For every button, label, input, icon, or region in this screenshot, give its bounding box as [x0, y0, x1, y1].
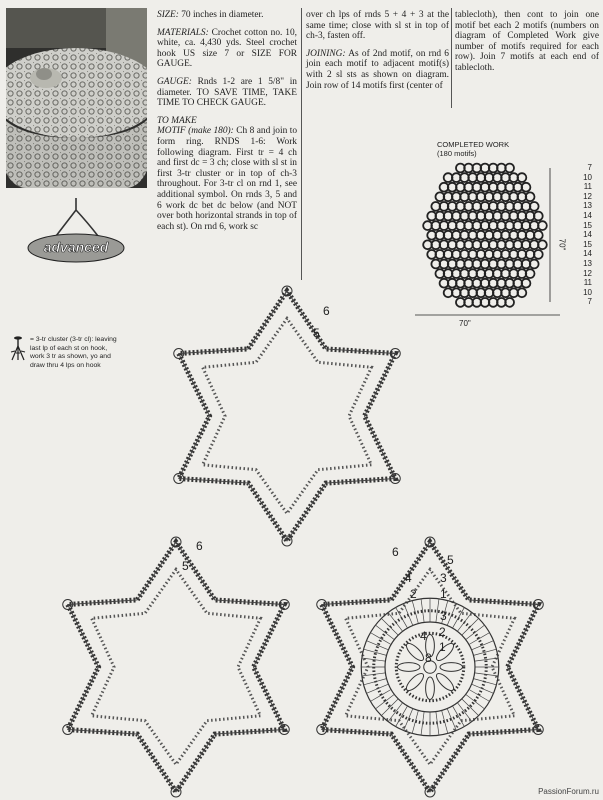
- column3-text: tablecloth), then cont to join one motif bet each 2 motifs (numbers on diagram of Completed Work give number of motifs required for each row). Join 7 motifs at each end of tablecloth.: [455, 10, 599, 73]
- right-motif-row2-label: 2: [410, 587, 417, 601]
- column-divider: [451, 8, 452, 108]
- motif-round: [385, 622, 475, 712]
- completed-work-row-count: 14: [583, 249, 592, 259]
- instructions-column-2: [306, 10, 449, 98]
- center-petal: [404, 641, 426, 663]
- legend-text: = 3-tr cluster (3-tr cl): leaving last lp of each st on hook, work 3 tr as shown, yo and draw thru 4 lps on hook: [30, 336, 117, 369]
- right-motif-row1-label: 1: [440, 587, 447, 601]
- top-motif-row6-label: 6: [323, 304, 330, 318]
- center-petal: [440, 663, 463, 672]
- column-divider: [301, 8, 302, 280]
- stitch-mark: [472, 684, 494, 693]
- motif-heading: MOTIF: [157, 126, 186, 137]
- completed-work-row-count: 13: [583, 201, 592, 211]
- gauge-heading: GAUGE:: [157, 76, 192, 87]
- completed-work-row-count: 14: [583, 211, 592, 220]
- completed-work-row-count: 11: [583, 182, 592, 192]
- top-motif-row5-label: 5: [313, 326, 320, 340]
- left-motif: [63, 537, 290, 797]
- completed-work-subtitle: (180 motifs): [437, 149, 477, 158]
- column2-text: over ch lps of rnds 5 + 4 + 3 at the same time; close with sl st in top of ch-3, fasten off.: [306, 10, 449, 42]
- completed-work-heading: COMPLETED WORK: [437, 140, 510, 149]
- width-label: 70": [459, 319, 471, 328]
- materials-heading: MATERIALS:: [157, 27, 209, 38]
- top-motif: [174, 286, 401, 546]
- joining-heading: JOINING:: [306, 48, 346, 59]
- completed-work-row-count: 10: [583, 287, 592, 297]
- difficulty-badge: [26, 198, 126, 268]
- motif-note: (make 180):: [188, 126, 234, 137]
- completed-work-row-count: 15: [583, 239, 592, 249]
- stitch-mark: [366, 684, 388, 693]
- stitch-mark: [404, 709, 413, 731]
- completed-work-row-count: 13: [583, 259, 592, 268]
- size-text: 70 inches in diameter.: [181, 10, 264, 20]
- right-motif-row4-label: 4: [405, 571, 412, 585]
- center-label-1: 1: [439, 640, 446, 654]
- right-motif-row5-label: 5: [447, 553, 454, 567]
- right-motif: [317, 537, 544, 797]
- stitch-mark: [366, 641, 388, 650]
- completed-work-row-count: 12: [583, 268, 592, 278]
- left-motif-row5-label: 5: [182, 559, 189, 573]
- make-heading: TO MAKE: [157, 115, 197, 126]
- stitch-mark: [412, 601, 418, 624]
- gauge-text: Rnds 1-2 are 1 5/8" in diameter. TO SAVE TIME, TAKE TIME TO CHECK GAUGE.: [157, 76, 297, 109]
- height-label: 70": [557, 238, 567, 251]
- tablecloth-photo: [6, 8, 147, 188]
- center-petal: [426, 677, 435, 700]
- center-label-4: 4: [420, 629, 427, 643]
- motif-outline: [179, 291, 396, 541]
- center-label-8: 8: [425, 651, 432, 665]
- stitch-mark: [473, 679, 496, 685]
- center-label-2: 2: [439, 625, 446, 639]
- stitch-mark: [462, 618, 479, 635]
- joining-text: As of 2nd motif, on rnd 6 join each motif to adjacent motif(s) with 2 sl sts as shown on diagram. Join row of 14 motifs first (center of: [306, 48, 449, 91]
- watermark: PassionForum.ru: [538, 787, 599, 796]
- center-petal: [404, 671, 426, 693]
- right-motif-row3-label: 3: [440, 571, 447, 585]
- left-motif-row6-label: 6: [196, 539, 203, 553]
- center-label-3: 3: [440, 609, 447, 623]
- materials-text: Crochet cotton no. 10, white, ca. 4,430 yds. Steel crochet hook US size 7 or SIZE FOR GAUGE.: [157, 27, 297, 70]
- size-heading: SIZE:: [157, 10, 179, 20]
- motif-text: Ch 8 and join to form ring. RNDS 1-6: Work following diagram. First tr = 4 ch and first dc = 3 ch; close with sl st in first 3-tr cluster or in top of ch-3 throughout. For 3-tr cl on rnd 1, see additional symbol. On rnds 3, 5 and 6 work dc bet dc below (and NOT over both horizontal strands in top of each st). On rnd 6, work sc: [157, 126, 298, 232]
- motif-round: [396, 633, 464, 701]
- motif-outline: [68, 542, 285, 792]
- completed-work-row-count: 7: [587, 297, 592, 307]
- motif-diagram: [0, 280, 603, 800]
- center-petal: [398, 663, 421, 672]
- motif-outline: [322, 542, 539, 792]
- center-petal: [434, 671, 456, 693]
- completed-work-row-count: 14: [583, 230, 592, 240]
- right-motif-row6-label: 6: [392, 545, 399, 559]
- instructions-column-3: [455, 10, 599, 81]
- completed-work-row-count: 7: [587, 163, 592, 172]
- badge-label: advanced: [43, 239, 109, 255]
- completed-work-row-count: 12: [583, 191, 592, 201]
- stitch-mark: [364, 679, 387, 685]
- stitch-mark: [447, 709, 456, 731]
- instructions-column-1: [157, 10, 297, 232]
- completed-work-title: [437, 140, 509, 158]
- completed-work-row-count: 15: [583, 220, 592, 230]
- completed-work-row-count: 10: [583, 172, 592, 182]
- completed-work-row-count: 11: [583, 278, 592, 288]
